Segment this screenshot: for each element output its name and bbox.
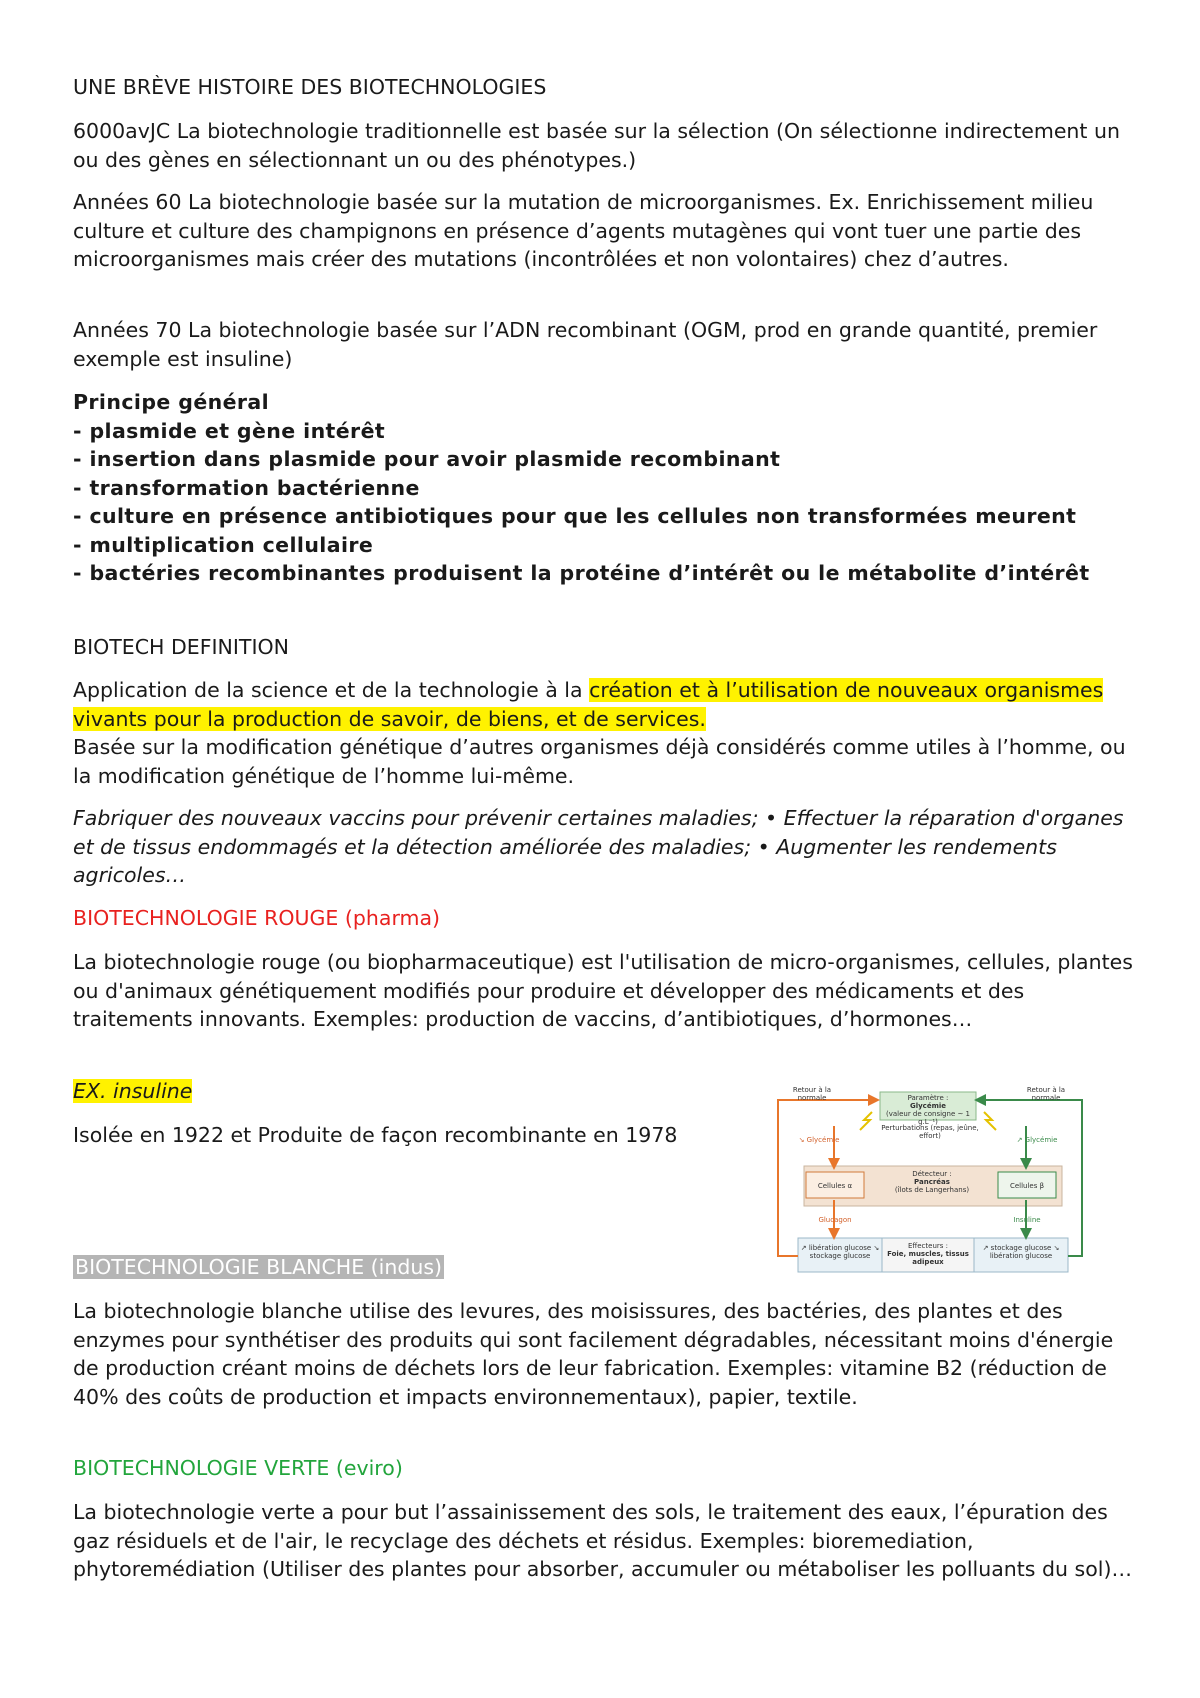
rouge-text: La biotechnologie rouge (ou biopharmaceutique) est l'utilisation de micro-organismes, cellules, plantes ou d'animaux génétiquement modifiés pour produire et développer des médicaments et des traitements innovants. Exemples: production de vaccins, d’antibiotiques, d’hormones… xyxy=(73,950,1133,1031)
definition-paragraph xyxy=(73,676,1133,733)
document-title: UNE BRÈVE HISTOIRE DES BIOTECHNOLOGIES xyxy=(73,75,547,99)
diagram-detector: Détecteur : Pancréas (îlots de Langerhans) xyxy=(894,1170,970,1194)
diagram-right-variation: ↗ Glycémie xyxy=(1016,1136,1058,1144)
insuline-example-text: Isolée en 1922 et Produite de façon recombinante en 1978 xyxy=(73,1123,678,1147)
definition-rest: Basée sur la modification génétique d’autres organismes déjà considérés comme utiles à l’homme, ou la modification génétique de l’homme lui-même. xyxy=(73,735,1126,788)
definition-body xyxy=(73,676,1133,790)
verte-text: La biotechnologie verte a pour but l’assainissement des sols, le traitement des eaux, l’épuration des gaz résiduels et de l'air, le recyclage des déchets et résidus. Exemples: bioremediation, phytoremédiation (Utiliser des plantes pour absorber, accumuler ou métaboliser les polluants du sol)… xyxy=(73,1500,1132,1581)
diagram-perturbations: Perturbations (repas, jeûne, effort) xyxy=(881,1124,979,1140)
diagram-top-right: Retour à la normale xyxy=(1026,1086,1066,1102)
definition-examples: Fabriquer des nouveaux vaccins pour prévenir certaines maladies; • Effectuer la réparation d'organes et de tissus endommagés et la détection améliorée des maladies; • Augmenter les rendements agricoles… xyxy=(73,806,1124,887)
diagram-insulin: Insuline xyxy=(1013,1216,1041,1224)
principe-item: - culture en présence antibiotiques pour que les cellules non transformées meurent xyxy=(73,504,1077,528)
principe-item: - transformation bactérienne xyxy=(73,475,420,500)
principe-item: - multiplication cellulaire xyxy=(73,532,374,557)
principe-item: - insertion dans plasmide pour avoir plasmide recombinant xyxy=(73,447,781,471)
diagram-effectors: Effecteurs : Foie, muscles, tissus adipeux xyxy=(887,1242,969,1266)
diagram-top-left: Retour à la normale xyxy=(792,1086,832,1102)
principe-section xyxy=(73,388,1133,588)
history-60: Années 60 La biotechnologie basée sur la mutation de microorganismes. Ex. Enrichissement milieu culture et culture des champignons en présence d’agents mutagènes qui vont tuer une partie des microorganismes mais créer des mutations (incontrôlées et non volontaires) chez d’autres. xyxy=(73,190,1094,271)
diagram-cell-beta: Cellules β xyxy=(1009,1182,1045,1190)
history-70: Années 70 La biotechnologie basée sur l’ADN recombinant (OGM, prod en grande quantité, premier exemple est insuline) xyxy=(73,318,1098,371)
diagram-glucagon: Glucagon xyxy=(818,1216,852,1224)
rouge-heading: BIOTECHNOLOGIE ROUGE (pharma) xyxy=(73,906,441,930)
definition-highlight: création et à l’utilisation de nouveaux organismes vivants pour la production de savoir, de biens, et de services. xyxy=(73,678,1104,731)
diagram-bottom-right: ↗ stockage glucose ↘ libération glucose xyxy=(982,1244,1060,1260)
diagram-bottom-left: ↗ libération glucose ↘ stockage glucose xyxy=(800,1244,880,1260)
blanche-text: La biotechnologie blanche utilise des levures, des moisissures, des bactéries, des plantes et des enzymes pour synthétiser des produits qui sont facilement dégradables, nécessitant moins d'énergie de production créant moins de déchets lors de leur fabrication. Exemples: vitamine B2 (réduction de 40% des coûts de production et impacts environnementaux), papier, textile. xyxy=(73,1299,1114,1409)
principe-item: - bactéries recombinantes produisent la protéine d’intérêt ou le métabolite d’intérêt xyxy=(73,561,1090,585)
diagram-cell-alpha: Cellules α xyxy=(817,1182,853,1190)
glycemia-regulation-diagram xyxy=(774,1086,1084,1276)
diagram-left-variation: ↘ Glycémie xyxy=(798,1136,840,1144)
principe-item: - plasmide et gène intérêt xyxy=(73,418,386,443)
history-6000: 6000avJC La biotechnologie traditionnelle est basée sur la sélection (On sélectionne indirectement un ou des gènes en sélectionnant un ou des phénotypes.) xyxy=(73,119,1120,172)
definition-heading: BIOTECH DEFINITION xyxy=(73,635,289,659)
diagram-top-center: Paramètre : Glycémie (valeur de consigne ~ 1 g.L⁻¹) xyxy=(885,1094,971,1126)
blanche-heading: BIOTECHNOLOGIE BLANCHE (indus) xyxy=(75,1255,443,1279)
insuline-example-label: EX. insuline xyxy=(73,1079,193,1103)
definition-intro: Application de la science et de la technologie à la xyxy=(73,678,590,702)
verte-heading: BIOTECHNOLOGIE VERTE (eviro) xyxy=(73,1456,403,1480)
principe-heading: Principe général xyxy=(73,390,270,414)
